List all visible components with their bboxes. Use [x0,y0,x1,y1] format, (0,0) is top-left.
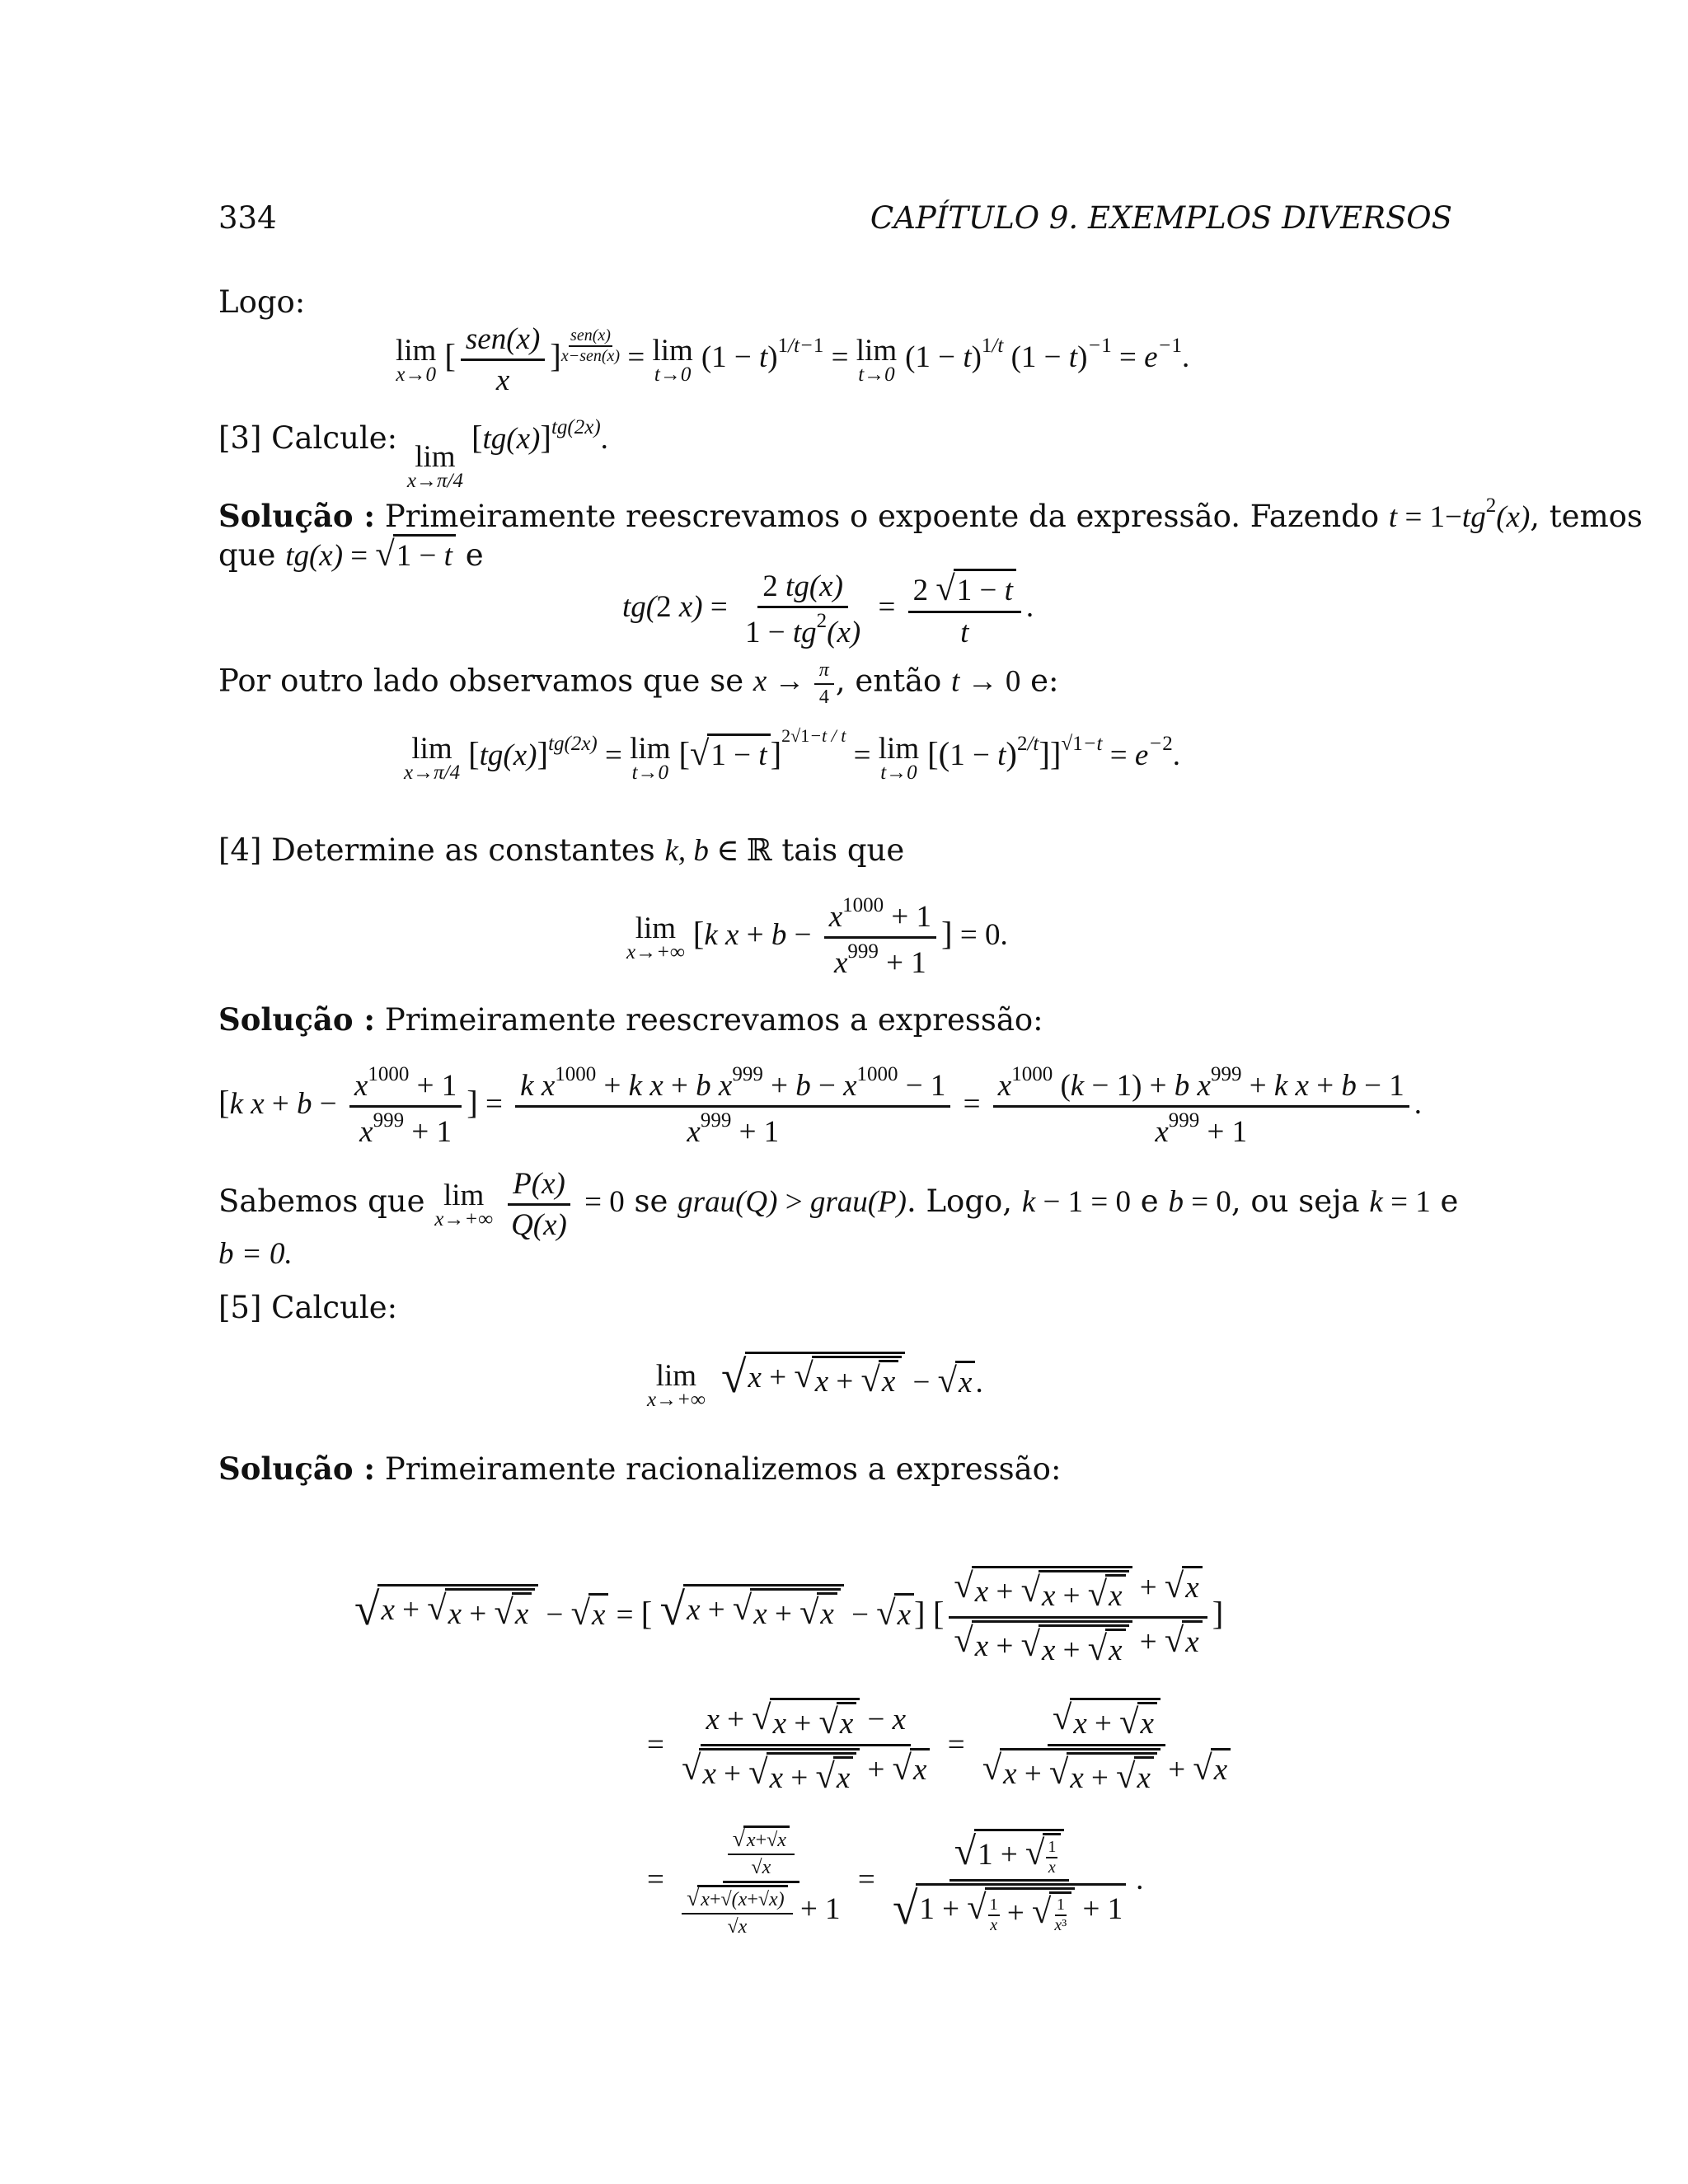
page-number: 334 [218,200,277,236]
equation-rationalize-line-2: = x + √ x + √ x − x √ x + √ x + √ x + √ x = √ x + √ x √ x + √ x + √ x + √ x [647,1698,1240,1797]
exercise-4: [4] Determine as constantes k, b ∈ ℝ tais que [218,832,905,868]
solution-5-line: Solução : Primeiramente racionalizemos a expressão: [218,1451,1062,1487]
equation-logo-limit: lim x→0 [ $\frac{\text{sen(x)}}{x}$ ] sen(x) x−sen(x) = lim t→0 $(1 - t)^{1/t-1}$ = lim t→0 $(1 - t)^{1/t}$ $(1 - t)^{-1} = e^{-1}$. [396,322,1190,397]
exercise-5-label: [5] Calcule: [218,1290,398,1325]
text-sabemos-que: Sabemos que lim x→+∞ $\frac{P(x)}{Q(x)}$ = 0 se grau(Q) > grau(P). Logo, k − 1 = 0 e b = 0, ou seja k = 1 e [218,1167,1459,1242]
equation-tg2x: tg(2 x) = $\frac{2 tg(x)}{1 - tg^2(x)}$ = 2 √ 1 − t t . [622,569,1034,649]
equation-rationalize-line-3: = √ x+√x √x √ x+√(x+√x) √x + 1 = √ 1 + √ $\frac{1}{x}$ √ 1 + √ $\frac{1}{x}$ + √ $\frac{1}{\text{x³}}$ + 1 . [647,1825,1144,1938]
text-b-zero: b = 0. [218,1237,293,1271]
solution-4-label: Solução : [218,1001,376,1038]
solution-4-line: Solução : Primeiramente reescrevamos a expressão: [218,1001,1043,1038]
equation-exercise-5: lim x→+∞ √ x + √ x + √ x − √ x . [647,1352,983,1412]
equation-exercise-4: lim x→+∞ [k x + b − $\frac{x^{1000} + 1}{x^{999} + 1}$ ] = 0. [626,894,1008,980]
text-por-outro-lado: Por outro lado observamos que se x → $\frac{\pi}{4}$ , então t → 0 e: [218,659,1059,708]
solution-5-label: Solução : [218,1451,376,1487]
logo-label: Logo: [218,284,306,320]
solution-3-line-1: Solução : Primeiramente reescrevamos o expoente da expressão. Fazendo $t = 1-tg^2(x)$, temos [218,494,1643,534]
exercise-4-label: [4] Determine as constantes [218,832,655,868]
equation-expansion: [k x + b − $\frac{x^{1000} + 1}{x^{999} + 1}$ ] = $\frac{k x^{1000} + k x + b x^{999} + b - x^{1000} - 1}{x^{999} + 1}$ = $\frac{x^{1000} (k - 1) + b x^{999} + k x + b - 1}{x^{999} + 1}$ . [218,1063,1422,1149]
exercise-3-label: [3] Calcule: [218,420,398,456]
exercise-3: [3] Calcule: lim x→π/4 $[tg(x)]^{tg(2x)}$. [218,416,608,492]
solution-3-label: Solução : [218,498,376,534]
equation-rationalize-line-1: √ x + √ x + √ x − √ x = [ √ x + √ x + √ x − √ x ] [ √ x + √ x + √ x + √ x √ x + √ x + √ x + √ x ] [354,1567,1224,1668]
equation-limit-tg: lim x→π/4 $[tg(x)]^{tg(2x)}$ = lim t→0 [ √ 1 − t ]$^{2√1-t / t}$ = lim t→0 $[(1 - t)^{2/t}]]^{√1-t} = e^{-2}$. [404,725,1180,785]
solution-3-line-2: que tg(x) = √ 1 − t e [218,535,484,574]
running-header: CAPÍTULO 9. EXEMPLOS DIVERSOS [870,200,1452,236]
